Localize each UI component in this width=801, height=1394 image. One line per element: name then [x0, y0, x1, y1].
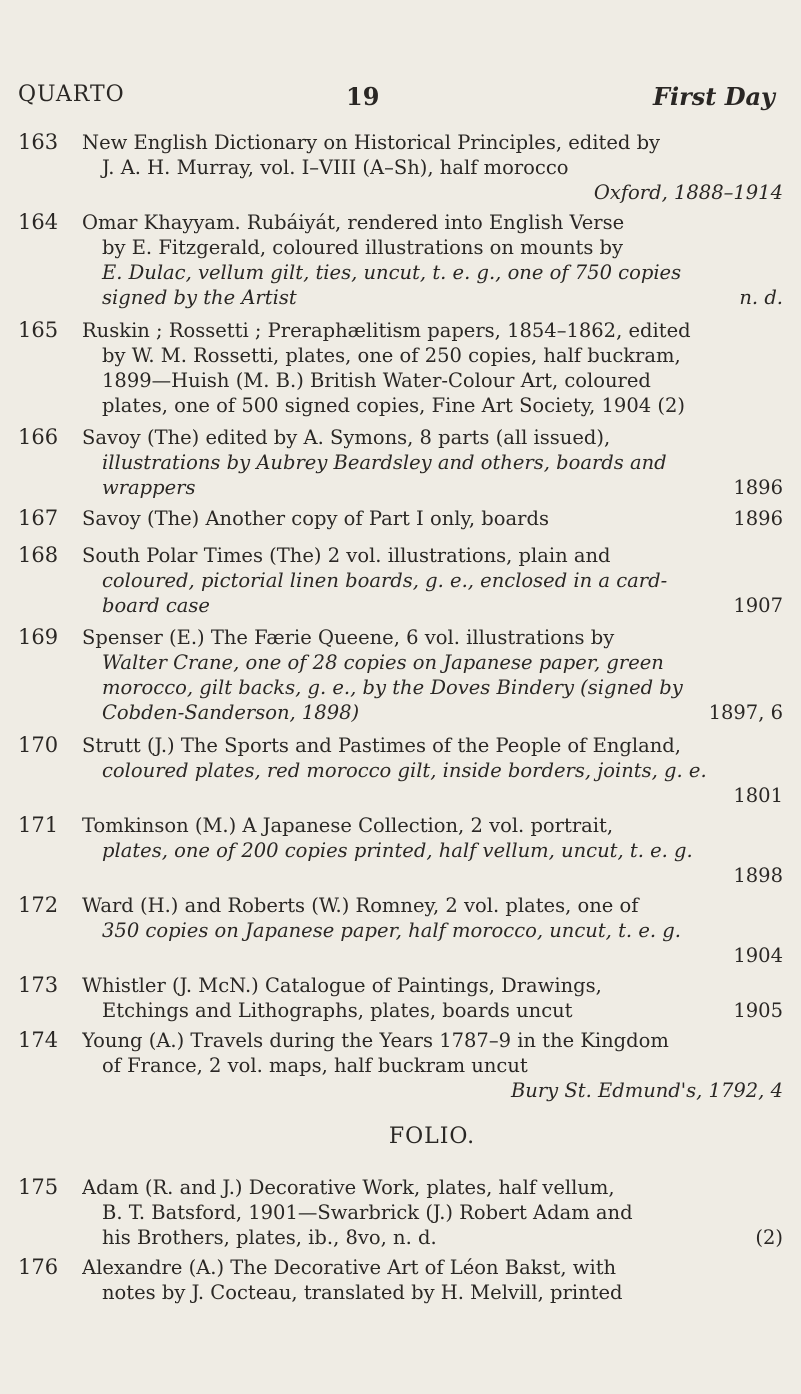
lot-line: E. Dulac, vellum gilt, ties, uncut, t. e. g., one of 750 copies — [102, 261, 682, 284]
lot-line: morocco, gilt backs, g. e., by the Doves Bindery (signed by — [102, 676, 683, 699]
lot-date: 1905 — [733, 999, 783, 1022]
lot-description — [82, 210, 783, 310]
lot-number: 165 — [18, 318, 59, 342]
lot-number: 174 — [18, 1028, 59, 1052]
lot-line: Ward (H.) and Roberts (W.) Romney, 2 vol. plates, one of — [82, 894, 639, 917]
lot-number: 175 — [18, 1175, 59, 1199]
lot-date: 1896 — [733, 476, 783, 499]
lot-line: of France, 2 vol. maps, half buckram uncut — [102, 1054, 528, 1077]
lot-line: board case — [102, 594, 210, 617]
lot-description — [82, 893, 783, 968]
lot-line: illustrations by Aubrey Beardsley and others, boards and — [102, 451, 667, 474]
lot-line: Alexandre (A.) The Decorative Art of Léon Bakst, with — [82, 1256, 617, 1279]
lot-number: 163 — [18, 130, 59, 154]
lot-line: Oxford, 1888–1914 — [593, 181, 783, 204]
lot-line: Young (A.) Travels during the Years 1787–9 in the Kingdom — [82, 1029, 669, 1052]
lot-line: plates, one of 200 copies printed, half vellum, uncut, t. e. g. — [102, 839, 693, 862]
page-number: 19 — [346, 82, 380, 111]
page-header — [18, 82, 775, 116]
lot-line: Adam (R. and J.) Decorative Work, plates, half vellum, — [82, 1176, 615, 1199]
lot-number: 168 — [18, 543, 59, 567]
lot-description — [82, 543, 783, 618]
lot-line: Savoy (The) Another copy of Part I only, boards — [82, 507, 549, 530]
lot-description — [82, 625, 783, 725]
lot-number: 173 — [18, 973, 59, 997]
lot-description — [82, 733, 783, 808]
lot-line: notes by J. Cocteau, translated by H. Melvill, printed — [102, 1281, 623, 1304]
lot-date: 1904 — [733, 944, 783, 967]
lot-description — [82, 973, 783, 1023]
lot-description — [82, 130, 783, 205]
lot-line: South Polar Times (The) 2 vol. illustrations, plain and — [82, 544, 611, 567]
lot-line: Walter Crane, one of 28 copies on Japanese paper, green — [102, 651, 664, 674]
lot-line: New English Dictionary on Historical Principles, edited by — [82, 131, 661, 154]
lot-line: plates, one of 500 signed copies, Fine Art Society, 1904 (2) — [102, 394, 685, 417]
lot-line: Strutt (J.) The Sports and Pastimes of the People of England, — [82, 734, 681, 757]
lot-line: Tomkinson (M.) A Japanese Collection, 2 vol. portrait, — [82, 814, 614, 837]
lot-date: 1896 — [733, 507, 783, 530]
lot-line: 350 copies on Japanese paper, half morocco, uncut, t. e. g. — [102, 919, 681, 942]
lot-description — [82, 1175, 783, 1250]
lot-number: 176 — [18, 1255, 59, 1279]
lot-date: 1907 — [733, 594, 783, 617]
lot-date: 1801 — [733, 784, 783, 807]
lot-line: his Brothers, plates, ib., 8vo, n. d. — [102, 1226, 437, 1249]
lot-line: wrappers — [102, 476, 196, 499]
lot-number: 171 — [18, 813, 59, 837]
header-section-label: QUARTO — [18, 82, 125, 107]
lot-line: Spenser (E.) The Færie Queene, 6 vol. illustrations by — [82, 626, 615, 649]
lot-line: B. T. Batsford, 1901—Swarbrick (J.) Robert Adam and — [102, 1201, 633, 1224]
lot-date: n. d. — [739, 286, 783, 309]
lot-line: coloured, pictorial linen boards, g. e., enclosed in a card- — [102, 569, 668, 592]
lot-line: 1899—Huish (M. B.) British Water-Colour Art, coloured — [102, 369, 651, 392]
lot-line: Savoy (The) edited by A. Symons, 8 parts (all issued), — [82, 426, 611, 449]
lot-date: 1897, 6 — [708, 701, 783, 724]
lot-description — [82, 813, 783, 888]
lot-description — [82, 318, 783, 418]
lot-line: coloured plates, red morocco gilt, inside borders, joints, g. e. — [102, 759, 707, 782]
lot-line: Ruskin ; Rossetti ; Preraphælitism papers, 1854–1862, edited — [82, 319, 691, 342]
lot-description — [82, 425, 783, 500]
section-heading: FOLIO. — [388, 1124, 476, 1149]
lot-number: 169 — [18, 625, 59, 649]
lot-description — [82, 1028, 783, 1103]
lot-number: 167 — [18, 506, 59, 530]
lot-line: signed by the Artist — [102, 286, 297, 309]
lot-line: Omar Khayyam. Rubáiyát, rendered into English Verse — [82, 211, 625, 234]
lot-line: by W. M. Rossetti, plates, one of 250 copies, half buckram, — [102, 344, 681, 367]
lot-line: Bury St. Edmund's, 1792, 4 — [510, 1079, 783, 1102]
lot-number: 172 — [18, 893, 59, 917]
lot-description — [82, 1255, 783, 1305]
lot-line: Etchings and Lithographs, plates, boards uncut — [102, 999, 573, 1022]
lot-number: 164 — [18, 210, 59, 234]
lot-date: 1898 — [733, 864, 783, 887]
lot-description — [82, 506, 783, 531]
header-day-label: First Day — [652, 82, 775, 111]
lot-number: 170 — [18, 733, 59, 757]
lot-line: Whistler (J. McN.) Catalogue of Paintings, Drawings, — [82, 974, 602, 997]
lot-number: 166 — [18, 425, 59, 449]
lot-line: Cobden-Sanderson, 1898) — [102, 701, 360, 724]
lot-date: (2) — [755, 1226, 783, 1249]
lot-line: J. A. H. Murray, vol. I–VIII (A–Sh), half morocco — [102, 156, 569, 179]
lot-line: by E. Fitzgerald, coloured illustrations on mounts by — [102, 236, 624, 259]
